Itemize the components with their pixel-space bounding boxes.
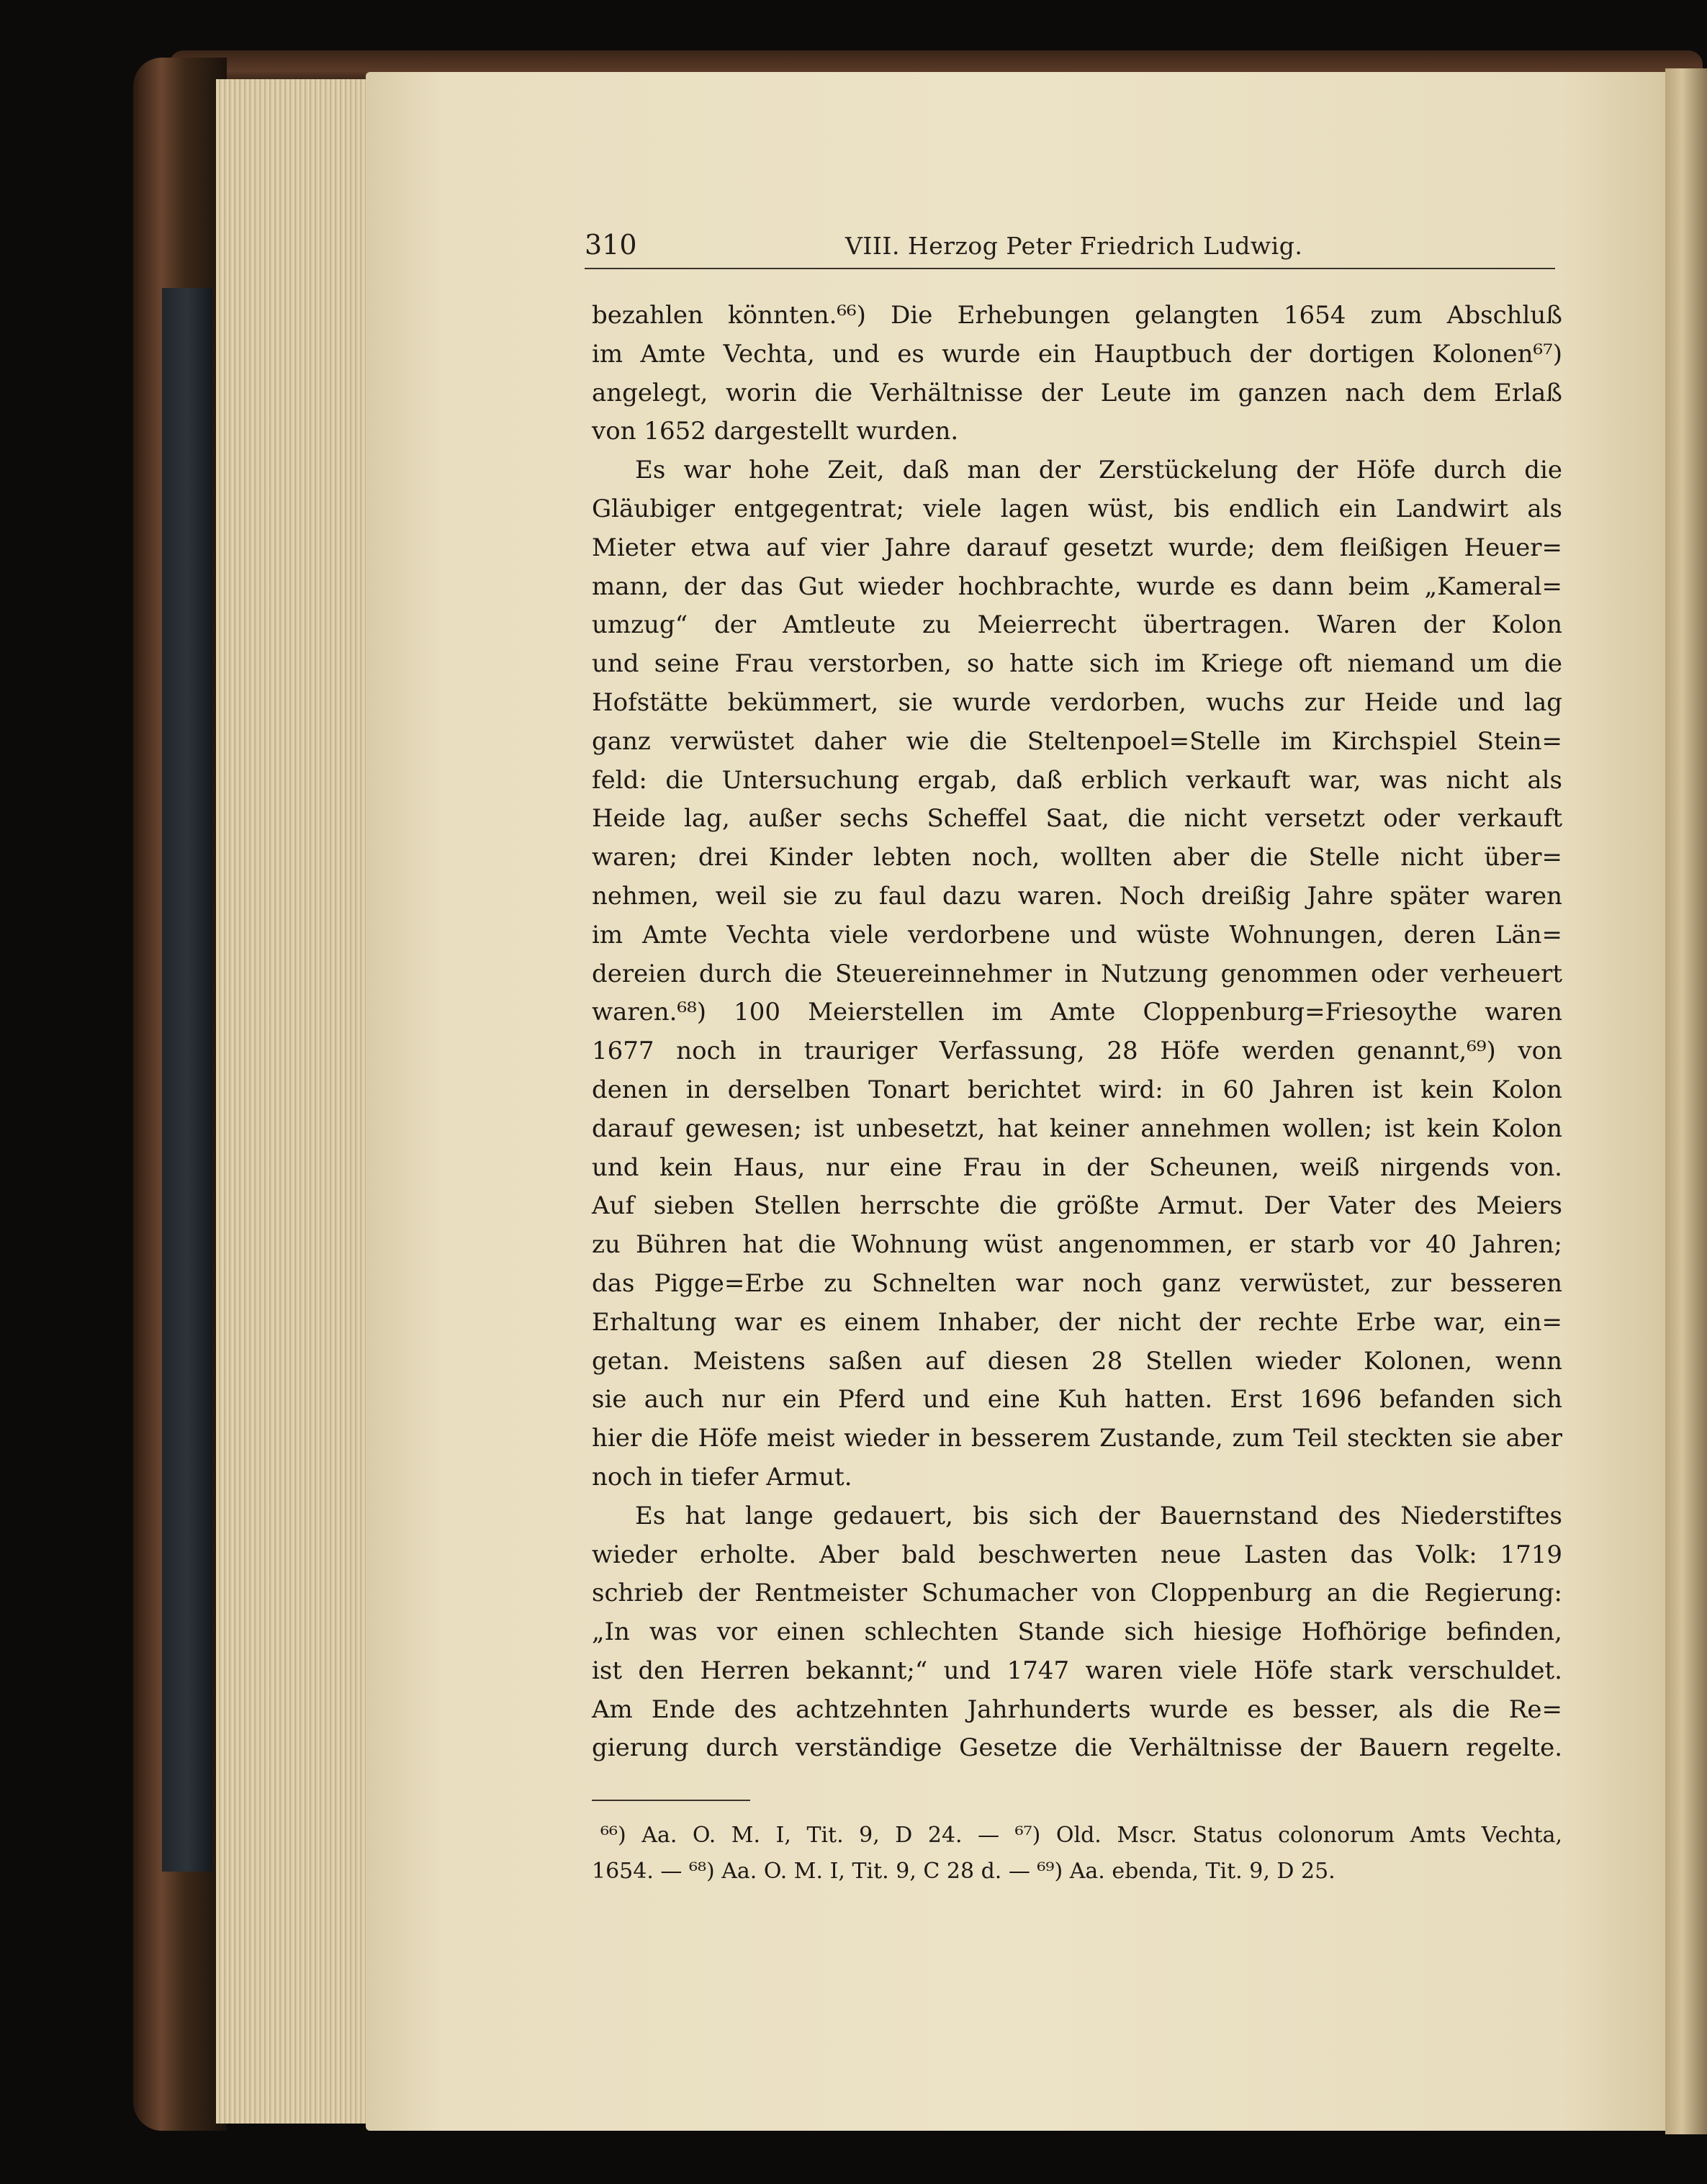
text-line: hier die Höfe meist wieder in besserem Zustande, zum Teil steckten sie aber <box>592 1424 1562 1453</box>
text-line: waren; drei Kinder lebten noch, wollten aber die Stelle nicht über= <box>592 843 1562 872</box>
text-line: bezahlen könnten.⁶⁶) Die Erhebungen gelangten 1654 zum Abschluß <box>592 301 1562 330</box>
text-line: Es hat lange gedauert, bis sich der Bauernstand des Niederstiftes <box>635 1501 1562 1530</box>
text-line: im Amte Vechta, und es wurde ein Hauptbuch der dortigen Kolonen⁶⁷) <box>592 339 1562 369</box>
footnote-line: ⁶⁶) Aa. O. M. I, Tit. 9, D 24. — ⁶⁷) Old. Mscr. Status colonorum Amts Vechta, <box>600 1823 1562 1848</box>
text-line: noch in tiefer Armut. <box>592 1462 852 1492</box>
body-text <box>592 297 1562 1768</box>
text-line: Es war hohe Zeit, daß man der Zerstückelung der Höfe durch die <box>635 456 1562 485</box>
text-line: wieder erholte. Aber bald beschwerten neue Lasten das Volk: 1719 <box>592 1540 1562 1569</box>
footnote-separator <box>592 1800 750 1801</box>
text-line: Am Ende des achtzehnten Jahrhunderts wurde es besser, als die Re= <box>592 1695 1562 1724</box>
footnote-line: 1654. — ⁶⁸) Aa. O. M. I, Tit. 9, C 28 d. — ⁶⁹) Aa. ebenda, Tit. 9, D 25. <box>592 1859 1336 1884</box>
text-line: ganz verwüstet daher wie die Steltenpoel=Stelle im Kirchspiel Stein= <box>592 726 1562 756</box>
text-line: angelegt, worin die Verhältnisse der Leute im ganzen nach dem Erlaß <box>592 378 1562 407</box>
text-line: nehmen, weil sie zu faul dazu waren. Noch dreißig Jahre später waren <box>592 881 1562 911</box>
page-number: 310 <box>585 229 637 261</box>
text-line: zu Bühren hat die Wohnung wüst angenommen, er starb vor 40 Jahren; <box>592 1230 1562 1260</box>
text-line: von 1652 dargestellt wurden. <box>592 417 959 446</box>
text-line: Erhaltung war es einem Inhaber, der nicht der rechte Erbe war, ein= <box>592 1307 1562 1337</box>
text-line: das Pigge=Erbe zu Schnelten war noch ganz verwüstet, zur besseren <box>592 1268 1562 1298</box>
text-line: mann, der das Gut wieder hochbrachte, wurde es dann beim „Kameral= <box>592 572 1562 601</box>
text-line: Auf sieben Stellen herrschte die größte Armut. Der Vater des Meiers <box>592 1191 1562 1221</box>
book-spine-panel <box>162 288 212 1872</box>
text-line: Heide lag, außer sechs Scheffel Saat, die nicht versetzt oder verkauft <box>592 804 1562 834</box>
text-line: „In was vor einen schlechten Stande sich hiesige Hofhörige befinden, <box>592 1617 1562 1647</box>
text-line: Mieter etwa auf vier Jahre darauf gesetzt wurde; dem fleißigen Heuer= <box>592 533 1562 562</box>
text-line: dereien durch die Steuereinnehmer in Nutzung genommen oder verheuert <box>592 959 1562 988</box>
text-line: Gläubiger entgegentrat; viele lagen wüst, bis endlich ein Landwirt als <box>592 494 1562 523</box>
text-line: darauf gewesen; ist unbesetzt, hat keiner annehmen wollen; ist kein Kolon <box>592 1114 1562 1143</box>
facing-page-edge <box>1665 68 1707 2134</box>
text-line: und kein Haus, nur eine Frau in der Scheunen, weiß nirgends von. <box>592 1152 1562 1182</box>
text-line: im Amte Vechta viele verdorbene und wüste Wohnungen, deren Län= <box>592 920 1562 949</box>
running-title: VIII. Herzog Peter Friedrich Ludwig. <box>845 232 1303 260</box>
text-line: 1677 noch in trauriger Verfassung, 28 Höfe werden genannt,⁶⁹) von <box>592 1037 1562 1066</box>
text-line: waren.⁶⁸) 100 Meierstellen im Amte Cloppenburg=Friesoythe waren <box>592 998 1562 1027</box>
text-line: schrieb der Rentmeister Schumacher von Cloppenburg an die Regierung: <box>592 1579 1562 1608</box>
text-line: ist den Herren bekannt;“ und 1747 waren viele Höfe stark verschuldet. <box>592 1656 1562 1685</box>
text-line: sie auch nur ein Pferd und eine Kuh hatten. Erst 1696 befanden sich <box>592 1385 1562 1414</box>
text-line: umzug“ der Amtleute zu Meierrecht übertragen. Waren der Kolon <box>592 610 1562 640</box>
footnotes <box>592 1818 1562 1890</box>
text-line: getan. Meistens saßen auf diesen 28 Stellen wieder Kolonen, wenn <box>592 1346 1562 1376</box>
page-stack-edges <box>216 79 371 2124</box>
text-line: feld: die Untersuchung ergab, daß erblich verkauft war, was nicht als <box>592 765 1562 795</box>
text-line: und seine Frau verstorben, so hatte sich im Kriege oft niemand um die <box>592 649 1562 679</box>
text-line: gierung durch verständige Gesetze die Verhältnisse der Bauern regelte. <box>592 1733 1562 1763</box>
page-header <box>585 229 1555 269</box>
text-line: denen in derselben Tonart berichtet wird: in 60 Jahren ist kein Kolon <box>592 1075 1562 1104</box>
text-line: Hofstätte bekümmert, sie wurde verdorben, wuchs zur Heide und lag <box>592 687 1562 717</box>
